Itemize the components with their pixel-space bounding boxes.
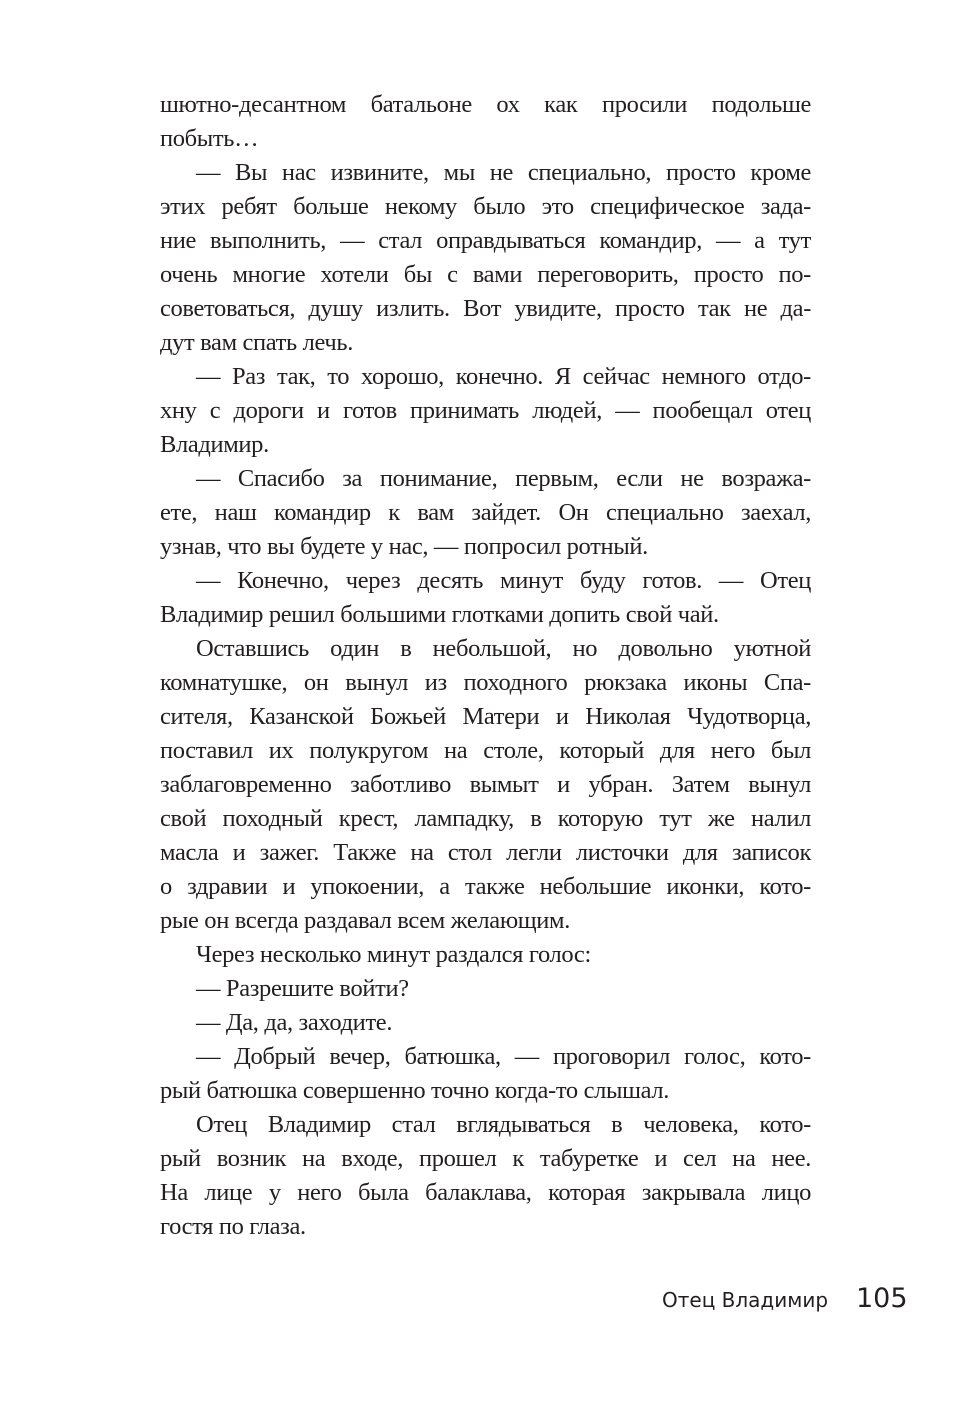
text-line: заблаговременно заботливо вымыт и убран. Затем вынул: [160, 771, 811, 798]
text-line: поставил их полукругом на столе, который для него был: [160, 737, 811, 764]
text-line: ние выполнить, — стал оправдываться командир, — а тут: [160, 227, 811, 254]
paragraph: [160, 972, 811, 1006]
text-line: масла и зажег. Также на стол легли листочки для записок: [160, 839, 811, 866]
text-line: сителя, Казанской Божьей Матери и Николая Чудотворца,: [160, 703, 811, 730]
text-line: комнатушке, он вынул из походного рюкзака иконы Спа-: [160, 669, 811, 696]
text-line: ете, наш командир к вам зайдет. Он специально заехал,: [160, 499, 811, 526]
paragraph: [160, 156, 811, 360]
paragraph: [160, 938, 811, 972]
text-line: советоваться, душу излить. Вот увидите, просто так не да-: [160, 295, 811, 322]
text-line: рые он всегда раздавал всем желающим.: [160, 907, 570, 934]
text-line: хну с дороги и готов принимать людей, — пообещал отец: [160, 397, 811, 424]
text-line: Владимир решил большими глотками допить свой чай.: [160, 601, 719, 628]
text-line: — Разрешите войти?: [196, 975, 409, 1002]
paragraph: [160, 1040, 811, 1108]
text-line: дут вам спать лечь.: [160, 329, 353, 356]
page-body: [160, 88, 811, 1244]
text-line: — Да, да, заходите.: [196, 1009, 393, 1036]
text-line: узнав, что вы будете у нас, — попросил ротный.: [160, 533, 648, 560]
text-line: — Добрый вечер, батюшка, — проговорил голос, кото-: [196, 1043, 811, 1070]
text-line: побыть…: [160, 125, 259, 152]
text-line: Владимир.: [160, 431, 269, 458]
paragraph: [160, 564, 811, 632]
text-line: Отец Владимир стал вглядываться в человека, кото-: [196, 1111, 811, 1138]
paragraph: [160, 462, 811, 564]
text-line: Через несколько минут раздался голос:: [196, 941, 591, 968]
text-line: Оставшись один в небольшой, но довольно уютной: [196, 635, 811, 662]
text-line: свой походный крест, лампадку, в которую тут же налил: [160, 805, 811, 832]
text-line: о здравии и упокоении, а также небольшие иконки, кото-: [160, 873, 811, 900]
text-line: шютно-десантном батальоне ох как просили подольше: [160, 91, 811, 118]
text-line: этих ребят больше некому было это специфическое зада-: [160, 193, 811, 220]
text-line: рый батюшка совершенно точно когда-то слышал.: [160, 1077, 669, 1104]
paragraph: [160, 360, 811, 462]
text-line: — Вы нас извините, мы не специально, просто кроме: [196, 159, 811, 186]
text-line: — Спасибо за понимание, первым, если не возража-: [196, 465, 811, 492]
paragraph: [160, 1006, 811, 1040]
paragraph: [160, 632, 811, 938]
text-line: очень многие хотели бы с вами переговорить, просто по-: [160, 261, 811, 288]
text-line: гостя по глаза.: [160, 1213, 306, 1240]
page-number: 105: [856, 1283, 908, 1314]
running-title: Отец Владимир: [662, 1288, 829, 1312]
paragraph: [160, 1108, 811, 1244]
text-line: — Конечно, через десять минут буду готов. — Отец: [196, 567, 811, 594]
text-line: — Раз так, то хорошо, конечно. Я сейчас немного отдо-: [196, 363, 811, 390]
text-line: На лице у него была балаклава, которая закрывала лицо: [160, 1179, 811, 1206]
paragraph: [160, 88, 811, 156]
text-line: рый возник на входе, прошел к табуретке и сел на нее.: [160, 1145, 811, 1172]
